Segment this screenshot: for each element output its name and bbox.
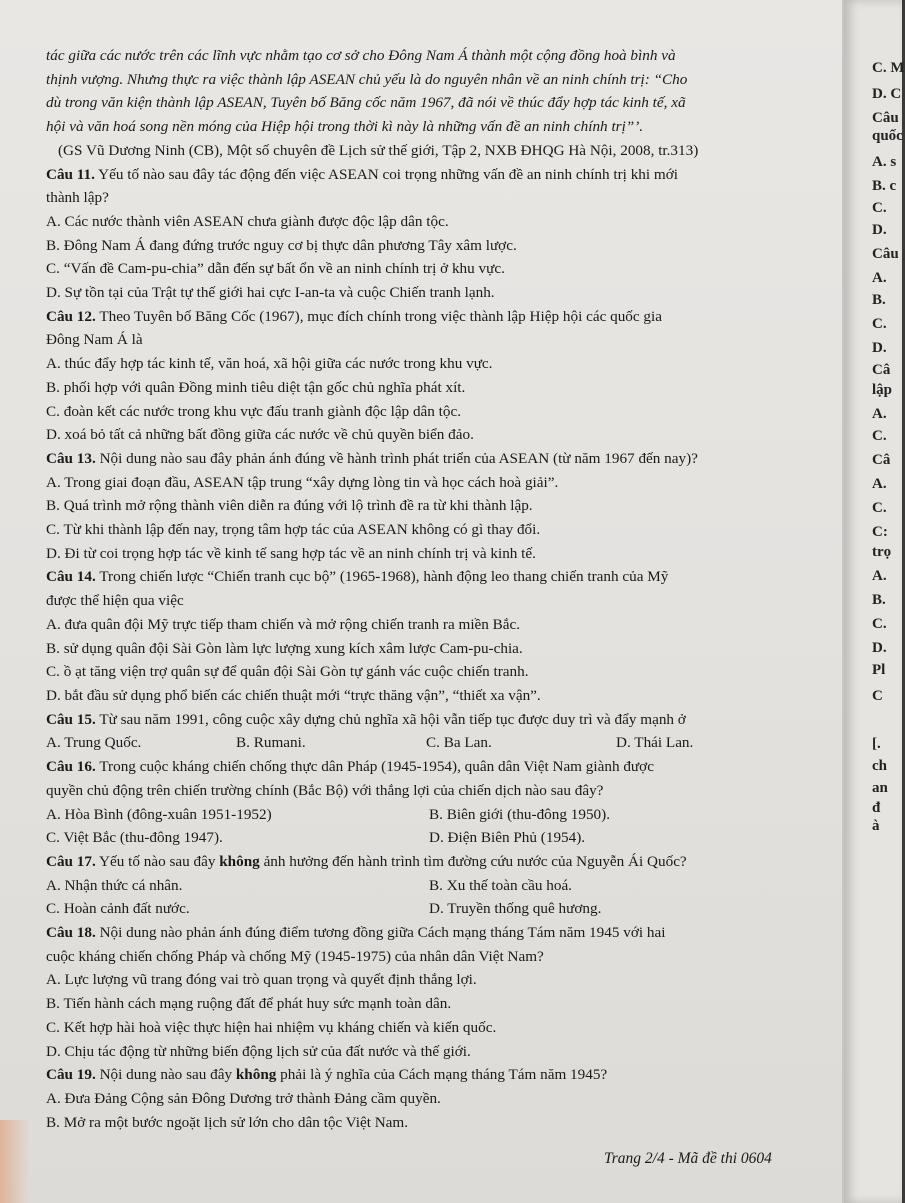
- question-number: Câu 18.: [46, 924, 96, 942]
- option-a: A. Đưa Đảng Cộng sản Đông Dương trở thành Đảng cầm quyền.: [46, 1089, 441, 1107]
- option-a: A. Lực lượng vũ trang đóng vai trò quan trọng và quyết định thắng lợi.: [46, 971, 477, 989]
- question-text: được thể hiện qua việc: [46, 592, 184, 610]
- option-d: D. bắt đầu sử dụng phổ biến các chiến thuật mới “trực thăng vận”, “thiết xa vận”.: [46, 686, 541, 704]
- next-page-fragment: C.: [872, 316, 887, 332]
- option-b: B. sử dụng quân đội Sài Gòn làm lực lượng xung kích xâm lược Cam-pu-chia.: [46, 639, 523, 657]
- option-d: D. Chịu tác động từ những biến động lịch sử của đất nước và thế giới.: [46, 1042, 471, 1060]
- question-19: [46, 1063, 846, 1134]
- option-a: A. thúc đẩy hợp tác kinh tế, văn hoá, xã hội giữa các nước trong khu vực.: [46, 355, 493, 373]
- option-d: D. Sự tồn tại của Trật tự thế giới hai cực I-an-ta và cuộc Chiến tranh lạnh.: [46, 284, 495, 302]
- next-page-fragment: D.: [872, 222, 887, 238]
- page-footer: Trang 2/4 - Mã đề thi 0604: [604, 1150, 772, 1167]
- next-page-fragment: Pl: [872, 662, 886, 678]
- question-text: Trong cuộc kháng chiến chống thực dân Pháp (1945-1954), quân dân Việt Nam giành được: [95, 758, 654, 776]
- next-page-fragment: đ: [872, 800, 881, 816]
- finger-shadow: [0, 1120, 30, 1203]
- question-number: Câu 14.: [46, 568, 96, 586]
- option-a: A. Các nước thành viên ASEAN chưa giành được độc lập dân tộc.: [46, 212, 449, 230]
- next-page-fragment: A.: [872, 406, 887, 422]
- option-b: B. Xu thế toàn cầu hoá.: [429, 876, 572, 894]
- option-c: C. Việt Bắc (thu-đông 1947).: [46, 829, 223, 847]
- next-page-fragment: [.: [872, 736, 881, 752]
- question-15: [46, 708, 846, 755]
- next-page-fragment: C.: [872, 200, 887, 216]
- emphasis-word: không: [219, 852, 260, 870]
- next-page-fragment: B.: [872, 292, 886, 308]
- next-page-fragment: trọ: [872, 544, 892, 560]
- question-number: Câu 13.: [46, 449, 96, 467]
- option-c: C. Từ khi thành lập đến nay, trọng tâm hợp tác của ASEAN không có gì thay đổi.: [46, 521, 541, 539]
- question-text: Theo Tuyên bố Băng Cốc (1967), mục đích chính trong việc thành lập Hiệp hội các quốc gia: [95, 307, 662, 325]
- question-number: Câu 11.: [46, 165, 95, 183]
- exam-content: [46, 44, 846, 1134]
- option-b: B. Quá trình mở rộng thành viên diễn ra đúng với lộ trình đề ra từ khi thành lập.: [46, 497, 533, 515]
- options-row: [46, 826, 846, 850]
- option-c: C. Kết hợp hài hoà việc thực hiện hai nhiệm vụ kháng chiến và kiến quốc.: [46, 1018, 497, 1036]
- question-14: [46, 565, 846, 707]
- next-page-fragment: Câu: [872, 246, 899, 262]
- question-13: [46, 447, 846, 566]
- next-page-fragment: C. M: [872, 60, 905, 76]
- option-b: B. Tiến hành cách mạng ruộng đất để phát huy sức mạnh toàn dân.: [46, 995, 452, 1013]
- options-row: [46, 803, 846, 827]
- question-text: Trong chiến lược “Chiến tranh cục bộ” (1965-1968), hành động leo thang chiến tranh của Mỹ: [95, 568, 669, 586]
- reading-passage: [46, 44, 846, 163]
- next-page-fragment: C.: [872, 428, 887, 444]
- option-a: A. Nhận thức cá nhân.: [46, 876, 183, 894]
- passage-source: (GS Vũ Dương Ninh (CB), Một số chuyên đề Lịch sử thế giới, Tập 2, NXB ĐHQG Hà Nội, 2008, tr.313): [58, 141, 699, 159]
- option-a: A. đưa quân đội Mỹ trực tiếp tham chiến và mở rộng chiến tranh ra miền Bắc.: [46, 615, 521, 633]
- question-18: [46, 921, 846, 1063]
- next-page-fragment: C.: [872, 616, 887, 632]
- question-text: cuộc kháng chiến chống Pháp và chống Mỹ (1945-1975) của nhân dân Việt Nam?: [46, 947, 544, 965]
- option-c: C. Hoàn cảnh đất nước.: [46, 900, 190, 918]
- option-a: A. Hòa Bình (đông-xuân 1951-1952): [46, 805, 272, 823]
- option-d: D. Truyền thống quê hương.: [429, 900, 602, 918]
- option-c: C. đoàn kết các nước trong khu vực đấu tranh giành độc lập dân tộc.: [46, 402, 462, 420]
- next-page-fragment: C: [872, 688, 883, 704]
- question-11: [46, 163, 846, 305]
- next-page-fragment: D. C: [872, 86, 902, 102]
- option-b: B. Đông Nam Á đang đứng trước nguy cơ bị thực dân phương Tây xâm lược.: [46, 236, 517, 254]
- passage-line: hội và văn hoá song nền móng của Hiệp hội trong thời kì này là những vấn đề an ninh chính trị”’.: [46, 118, 644, 136]
- option-a: A. Trung Quốc.: [46, 734, 142, 752]
- options-row: [46, 731, 846, 755]
- option-d: D. Thái Lan.: [616, 734, 694, 752]
- options-row: [46, 874, 846, 898]
- passage-line: dù trong văn kiện thành lập ASEAN, Tuyên bố Băng cốc năm 1967, đã nói về thúc đẩy hợp tác kinh tế, xã: [46, 94, 686, 112]
- next-page-fragment: C:: [872, 524, 888, 540]
- next-page-fragment: à: [872, 818, 880, 834]
- next-page-fragment: A.: [872, 270, 887, 286]
- option-b: B. phối hợp với quân Đồng minh tiêu diệt tận gốc chủ nghĩa phát xít.: [46, 378, 466, 396]
- option-b: B. Biên giới (thu-đông 1950).: [429, 805, 610, 823]
- option-b: B. Rumani.: [236, 734, 306, 752]
- option-d: D. Đi từ coi trọng hợp tác về kinh tế sang hợp tác về an ninh chính trị và kinh tế.: [46, 544, 536, 562]
- question-text: ảnh hưởng đến hành trình tìm đường cứu nước của Nguyễn Ái Quốc?: [259, 852, 687, 870]
- question-text: Yếu tố nào sau đây: [95, 852, 220, 870]
- passage-line: tác giữa các nước trên các lĩnh vực nhằm tạo cơ sở cho Đông Nam Á thành một cộng đồng hoà bình và: [46, 47, 676, 64]
- next-page-fragment: an: [872, 780, 888, 796]
- option-a: A. Trong giai đoạn đầu, ASEAN tập trung “xây dựng lòng tin và học cách hoà giải”.: [46, 473, 559, 491]
- question-text: Yếu tố nào sau đây tác động đến việc ASEAN coi trọng những vấn đề an ninh chính trị khi mới: [94, 165, 678, 183]
- question-12: [46, 305, 846, 447]
- option-c: C. ồ ạt tăng viện trợ quân sự để quân đội Sài Gòn tự gánh vác cuộc chiến tranh.: [46, 663, 529, 681]
- question-number: Câu 12.: [46, 307, 96, 325]
- option-d: D. xoá bỏ tất cả những bất đồng giữa các nước về chủ quyền biển đảo.: [46, 426, 474, 444]
- option-b: B. Mở ra một bước ngoặt lịch sử lớn cho dân tộc Việt Nam.: [46, 1113, 409, 1131]
- next-page-fragment: A.: [872, 476, 887, 492]
- next-page-fragment: lập: [872, 382, 893, 398]
- question-number: Câu 16.: [46, 758, 96, 776]
- question-16: [46, 755, 846, 850]
- question-text: Từ sau năm 1991, công cuộc xây dựng chủ nghĩa xã hội vẫn tiếp tục được duy trì và đẩy mạnh ở: [95, 710, 686, 728]
- question-number: Câu 15.: [46, 710, 96, 728]
- next-page-fragment: ch: [872, 758, 887, 774]
- option-c: C. Ba Lan.: [426, 734, 492, 752]
- question-17: [46, 850, 846, 921]
- next-page-fragment: A.: [872, 568, 887, 584]
- next-page-fragment: D.: [872, 640, 887, 656]
- question-text: Nội dung nào sau đây: [95, 1066, 236, 1084]
- option-c: C. “Vấn đề Cam-pu-chia” dẫn đến sự bất ổn về an ninh chính trị ở khu vực.: [46, 260, 505, 278]
- next-page-fragment: B. c: [872, 178, 897, 194]
- next-page-edge: [842, 0, 905, 1203]
- question-text: phải là ý nghĩa của Cách mạng tháng Tám năm 1945?: [276, 1066, 608, 1084]
- next-page-fragment: Câ: [872, 362, 891, 378]
- question-number: Câu 19.: [46, 1066, 96, 1084]
- question-text: thành lập?: [46, 189, 109, 207]
- question-text: Nội dung nào phản ánh đúng điểm tương đồng giữa Cách mạng tháng Tám năm 1945 với hai: [95, 924, 666, 942]
- next-page-fragment: Câ: [872, 452, 891, 468]
- next-page-fragment: A. s: [872, 154, 897, 170]
- next-page-fragment: Câu: [872, 110, 899, 126]
- question-number: Câu 17.: [46, 852, 96, 870]
- question-text: quyền chủ động trên chiến trường chính (Bắc Bộ) với thắng lợi của chiến dịch nào sau đây?: [46, 781, 604, 799]
- emphasis-word: không: [235, 1066, 277, 1084]
- next-page-fragment: B.: [872, 592, 886, 608]
- next-page-fragment: C.: [872, 500, 887, 516]
- next-page-fragment: D.: [872, 340, 887, 356]
- option-d: D. Điện Biên Phủ (1954).: [429, 829, 586, 847]
- next-page-fragment: quốc: [872, 128, 903, 144]
- question-text: Nội dung nào sau đây phản ánh đúng về hành trình phát triển của ASEAN (từ năm 1967 đến nay)?: [95, 449, 698, 467]
- passage-line: thịnh vượng. Nhưng thực ra việc thành lập ASEAN chủ yếu là do nguyên nhân về an ninh chính trị: “Cho: [46, 70, 688, 88]
- options-row: [46, 897, 846, 921]
- question-text: Đông Nam Á là: [46, 331, 143, 349]
